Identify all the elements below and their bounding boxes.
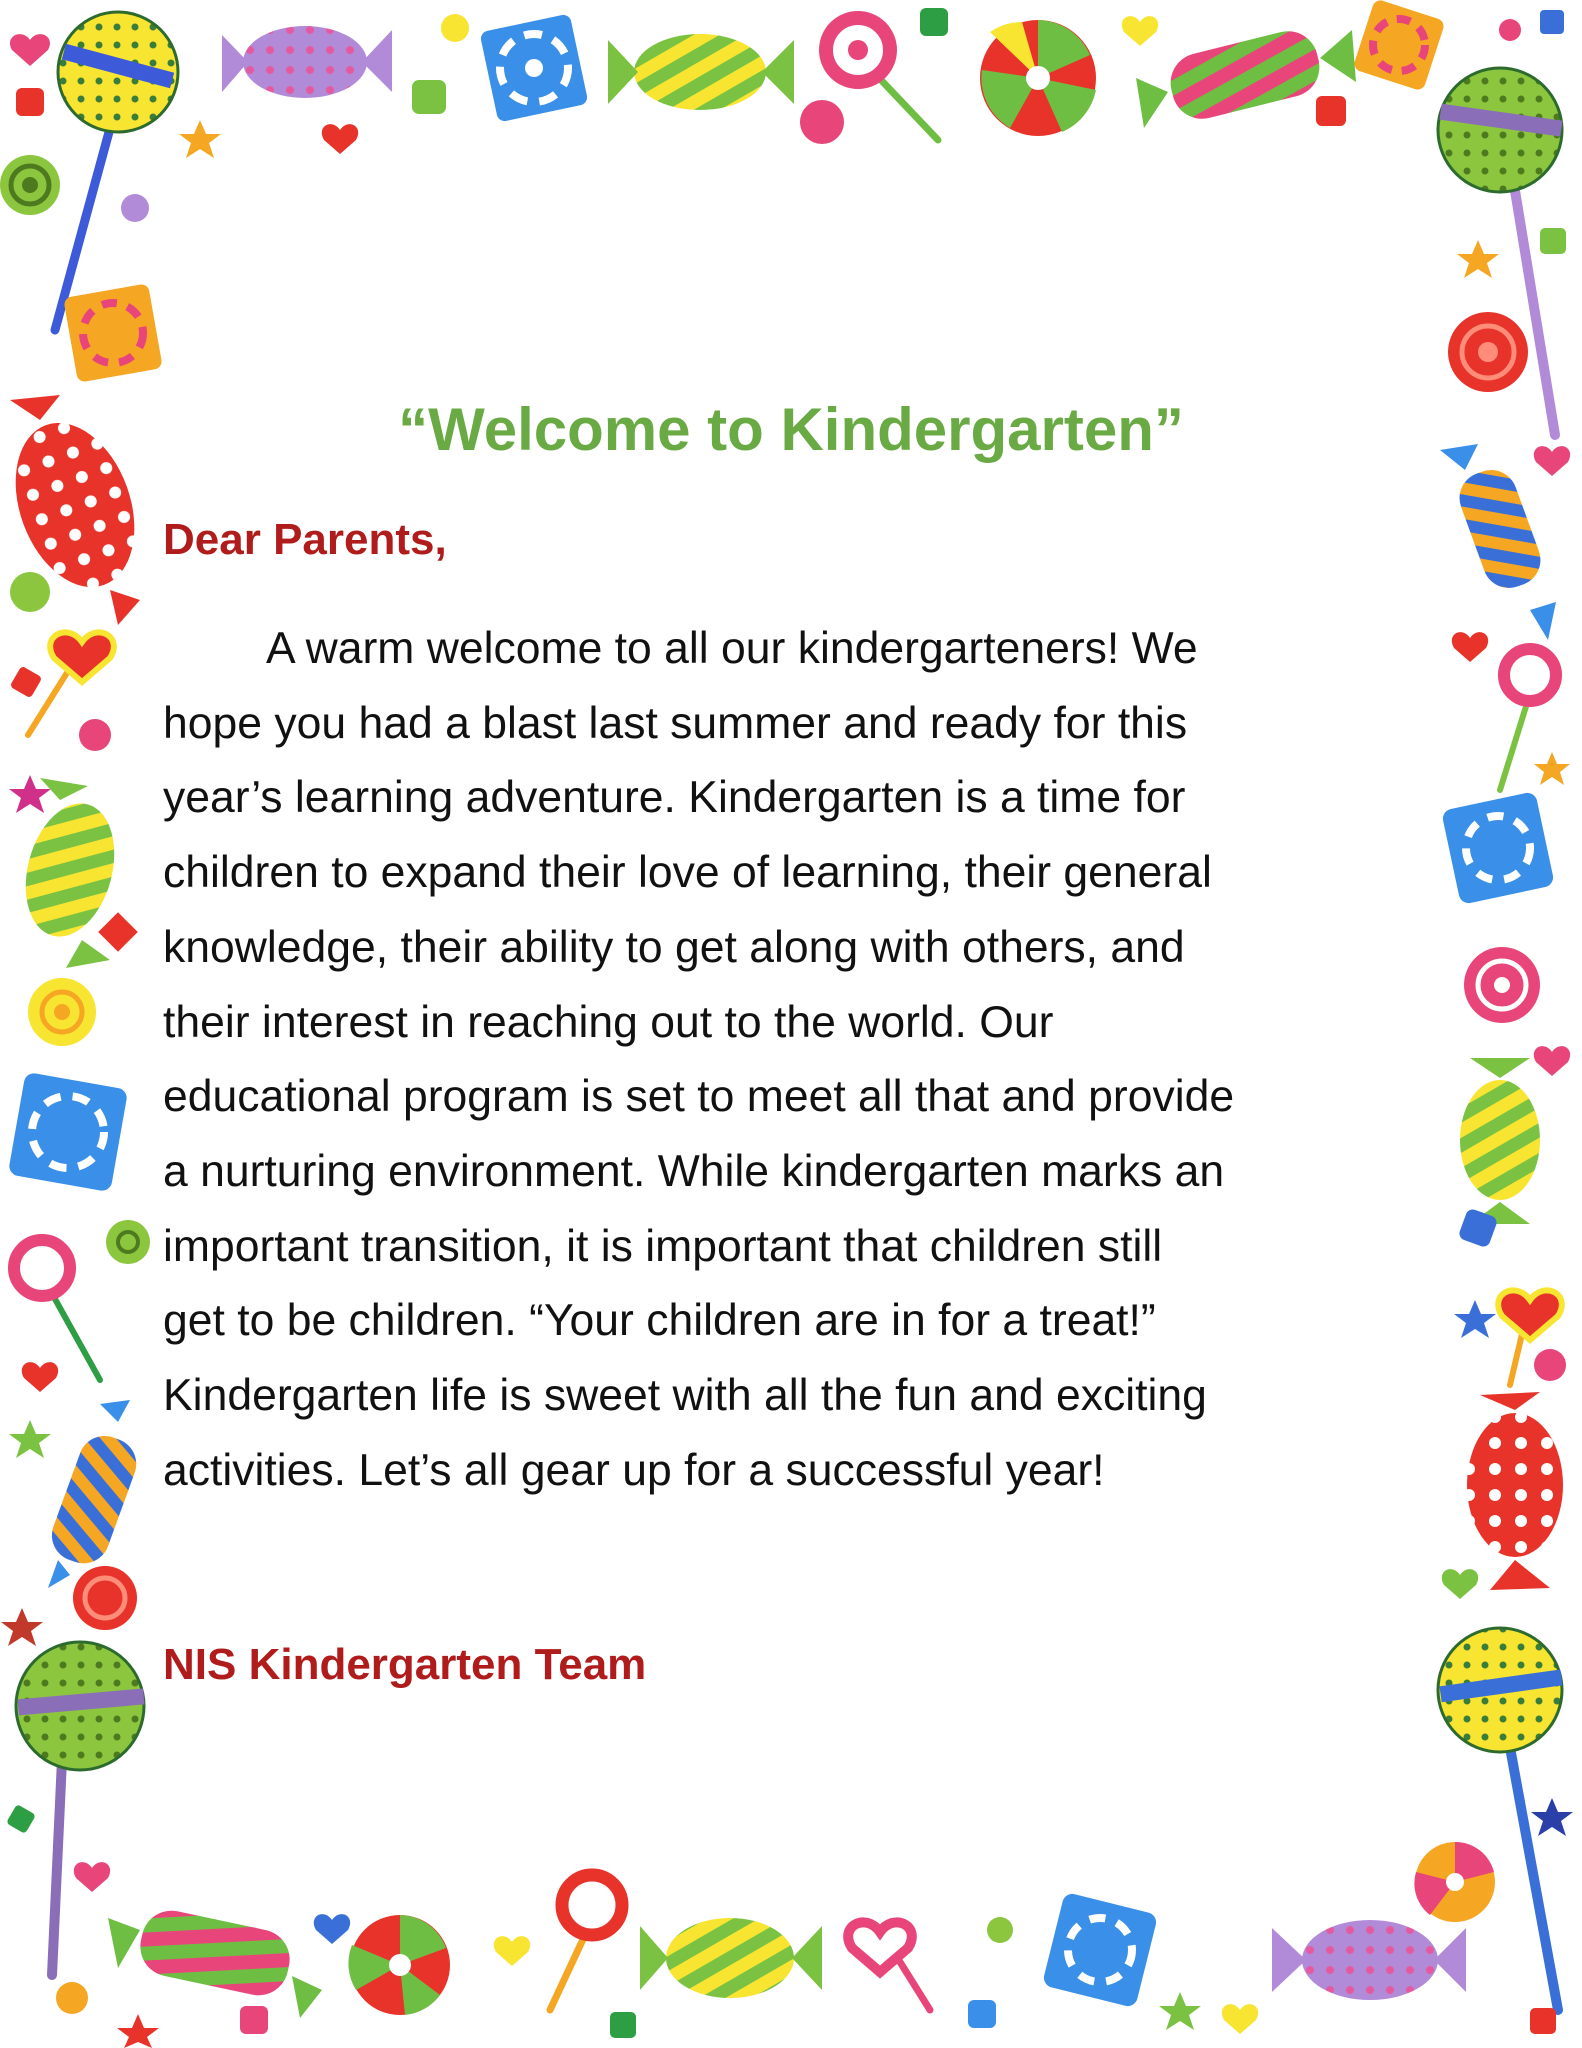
body-line: educational program is set to meet all that and provide [163,1072,1235,1122]
body-line: get to be children. “Your children are in for a treat!” [163,1296,1156,1346]
body-line: A warm welcome to all our kindergarteners! We [266,624,1198,673]
body-line: important transition, it is important that children still [163,1221,1163,1271]
letter-body [163,612,1443,1508]
body-line: hope you had a blast last summer and ready for this [163,698,1188,748]
body-line: their interest in reaching out to the world. Our [163,997,1054,1047]
body-line: activities. Let’s all gear up for a successful year! [163,1445,1105,1495]
letter-signature: NIS Kindergarten Team [163,1640,647,1689]
body-line: knowledge, their ability to get along with others, and [163,922,1185,972]
body-line: year’s learning adventure. Kindergarten is a time for [163,773,1186,823]
letter-greeting: Dear Parents, [163,515,447,564]
body-line: children to expand their love of learning, their general [163,848,1212,898]
letter-title: “Welcome to Kindergarten” [398,396,1184,463]
body-line: Kindergarten life is sweet with all the fun and exciting [163,1371,1207,1421]
body-line: a nurturing environment. While kindergarten marks an [163,1146,1225,1196]
